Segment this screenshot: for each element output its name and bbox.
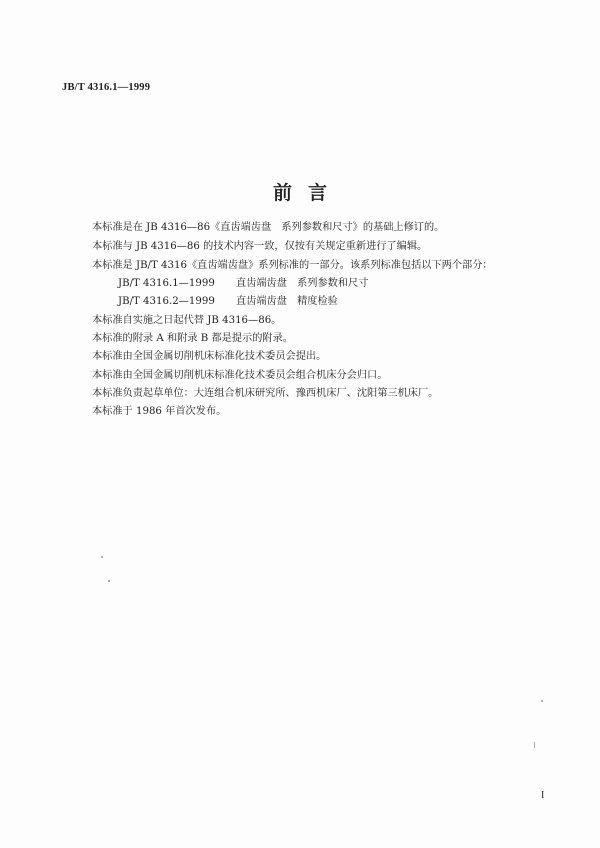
paragraph-drafting-units: 本标准负责起草单位：大连组合机床研究所、豫西机床厂、沈阳第三机床厂。 (92, 388, 439, 399)
standard-code: JB/T 4316.1—1999 (62, 82, 151, 93)
paragraph-under-jurisdiction: 本标准由全国金属切削机床标准化技术委员会组合机床分会归口。 (92, 370, 388, 381)
paragraph-series-parts: 本标准是 JB/T 4316《直齿端齿盘》系列标准的一部分。该系列标准包括以下两个部分： (92, 260, 493, 271)
paragraph-proposed-by: 本标准由全国金属切削机床标准化技术委员会提出。 (92, 351, 327, 362)
page-number: I (541, 790, 545, 801)
list-item (118, 277, 368, 290)
list-item-title: 直齿端齿盘 系列参数和尺寸 (236, 278, 369, 289)
list-item (118, 295, 338, 308)
list-item-code: JB/T 4316.2—1999 (118, 296, 215, 307)
page-title: 前言 (272, 182, 343, 204)
list-item-title: 直齿端齿盘 精度检验 (236, 296, 338, 307)
paragraph-replaces: 本标准自实施之日起代替 JB 4316—86。 (92, 315, 282, 326)
paragraph-first-published: 本标准于 1986 年首次发布。 (92, 406, 227, 417)
scan-speck (541, 700, 543, 702)
paragraph-revision-basis: 本标准是在 JB 4316—86《直齿端齿盘 系列参数和尺寸》的基础上修订的。 (92, 222, 445, 233)
paragraph-appendices: 本标准的附录 A 和附录 B 都是提示的附录。 (92, 333, 293, 344)
scan-speck (108, 580, 110, 582)
scan-speck (101, 556, 103, 558)
scan-edge-mark (534, 742, 535, 748)
paragraph-technical-content: 本标准与 JB 4316—86 的技术内容一致，仅按有关规定重新进行了编辑。 (92, 241, 428, 252)
list-item-code: JB/T 4316.1—1999 (118, 278, 215, 289)
